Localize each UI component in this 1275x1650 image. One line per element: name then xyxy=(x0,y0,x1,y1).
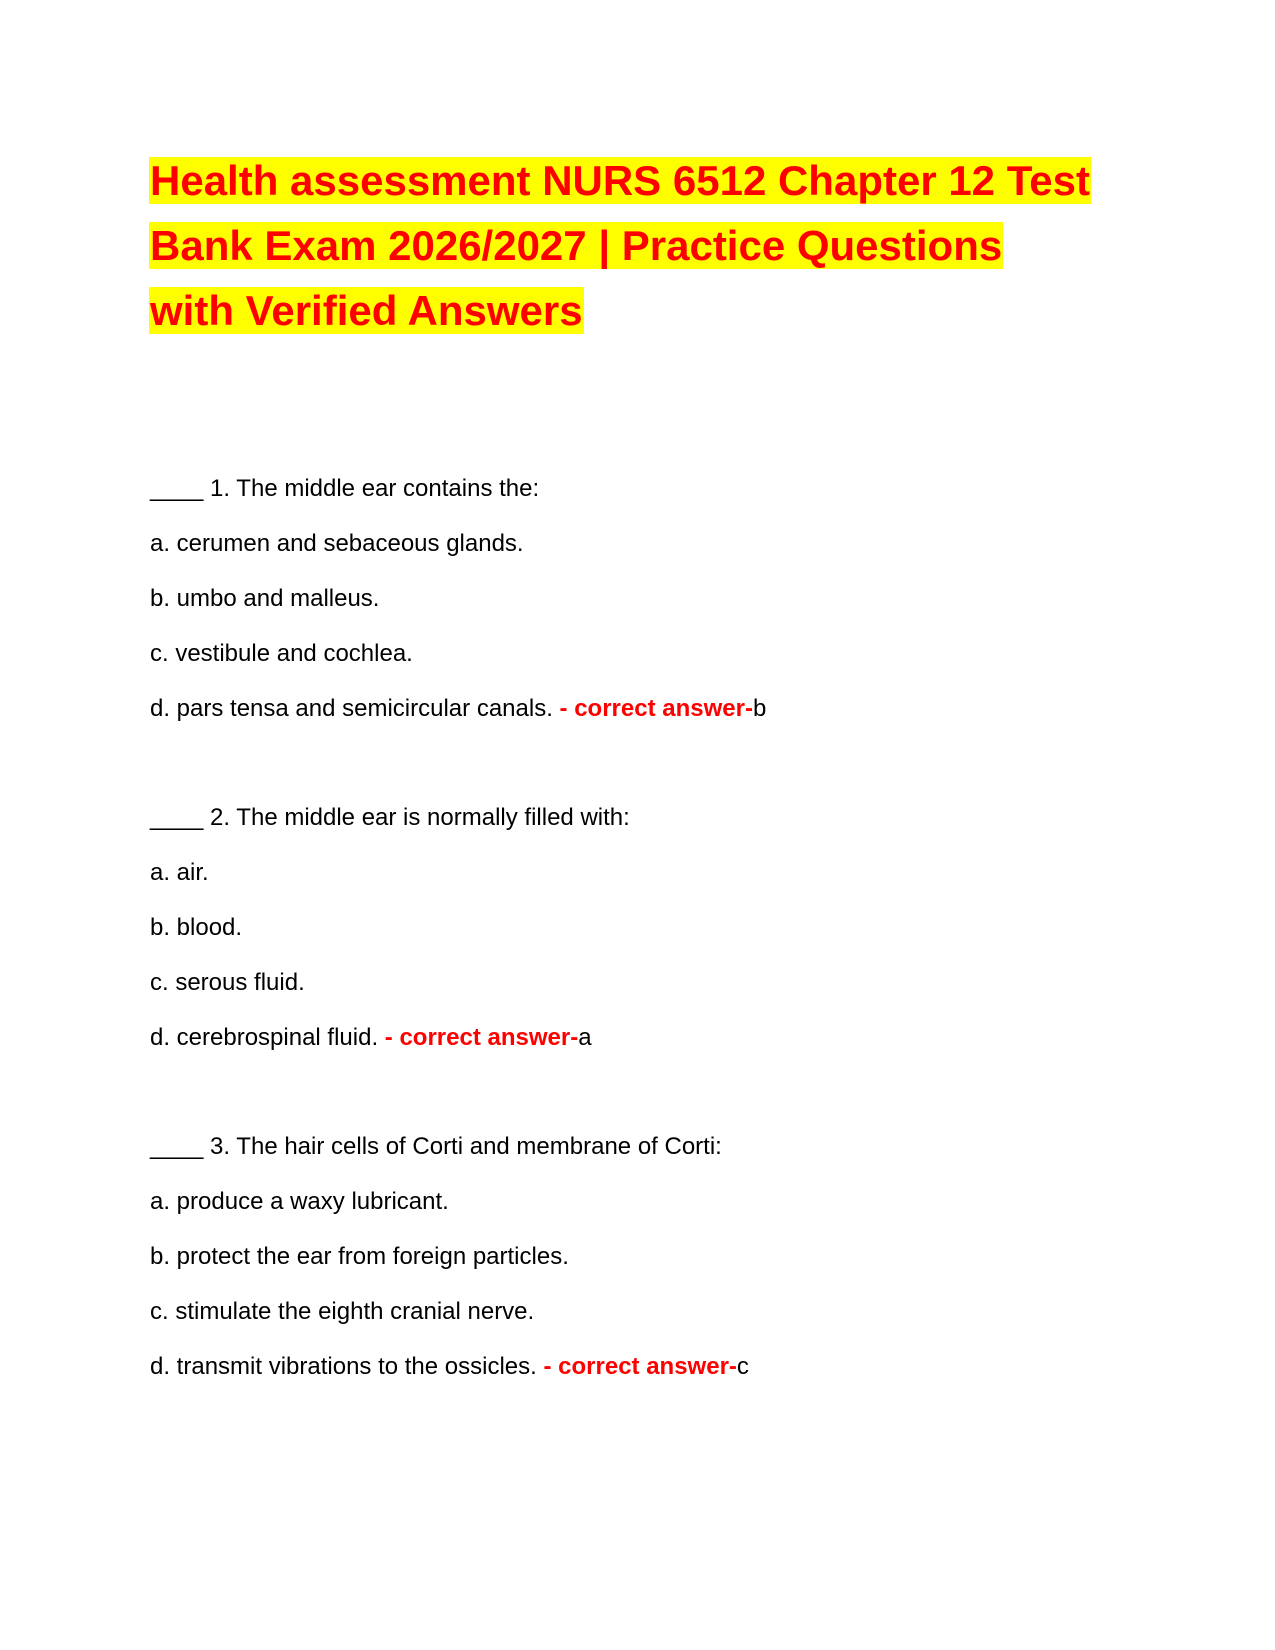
question-stem: ____ 2. The middle ear is normally filled with: xyxy=(150,804,630,831)
option-b: b. blood. xyxy=(150,914,243,941)
option-d: d. cerebrospinal fluid. xyxy=(150,1024,385,1051)
correct-answer-value: a xyxy=(578,1024,592,1051)
title-line-3-text: with Verified Answers xyxy=(150,287,583,334)
question-stem: ____ 1. The middle ear contains the: xyxy=(150,475,540,502)
question-3 xyxy=(150,1132,1150,1407)
option-d-line xyxy=(150,1352,1150,1382)
option-a: a. produce a waxy lubricant. xyxy=(150,1188,449,1215)
option-c: c. stimulate the eighth cranial nerve. xyxy=(150,1298,535,1325)
option-d-line xyxy=(150,694,1150,724)
correct-answer-label: - correct answer- xyxy=(543,1353,737,1380)
question-stem: ____ 3. The hair cells of Corti and membrane of Corti: xyxy=(150,1133,722,1160)
question-1 xyxy=(150,474,1150,749)
correct-answer-label: - correct answer- xyxy=(384,1024,579,1051)
title-line-1-text: Health assessment NURS 6512 Chapter 12 Test xyxy=(150,157,1090,204)
question-2 xyxy=(150,803,1150,1078)
title-line-1 xyxy=(149,148,1129,213)
document-title xyxy=(149,148,1129,343)
option-a: a. air. xyxy=(150,859,209,886)
title-line-2 xyxy=(149,213,1129,278)
option-d: d. pars tensa and semicircular canals. xyxy=(150,695,560,722)
title-line-2-text: Bank Exam 2026/2027 | Practice Questions xyxy=(150,222,1003,269)
option-d-line xyxy=(150,1023,1150,1053)
title-line-3 xyxy=(149,278,1129,343)
option-b: b. protect the ear from foreign particles. xyxy=(150,1243,569,1270)
correct-answer-label: - correct answer- xyxy=(559,695,753,722)
correct-answer-value: c xyxy=(736,1353,749,1380)
correct-answer-value: b xyxy=(752,695,767,722)
option-c: c. serous fluid. xyxy=(150,969,305,996)
option-d: d. transmit vibrations to the ossicles. xyxy=(150,1353,544,1380)
option-c: c. vestibule and cochlea. xyxy=(150,640,413,667)
option-b: b. umbo and malleus. xyxy=(150,585,380,612)
option-a: a. cerumen and sebaceous glands. xyxy=(150,530,524,557)
